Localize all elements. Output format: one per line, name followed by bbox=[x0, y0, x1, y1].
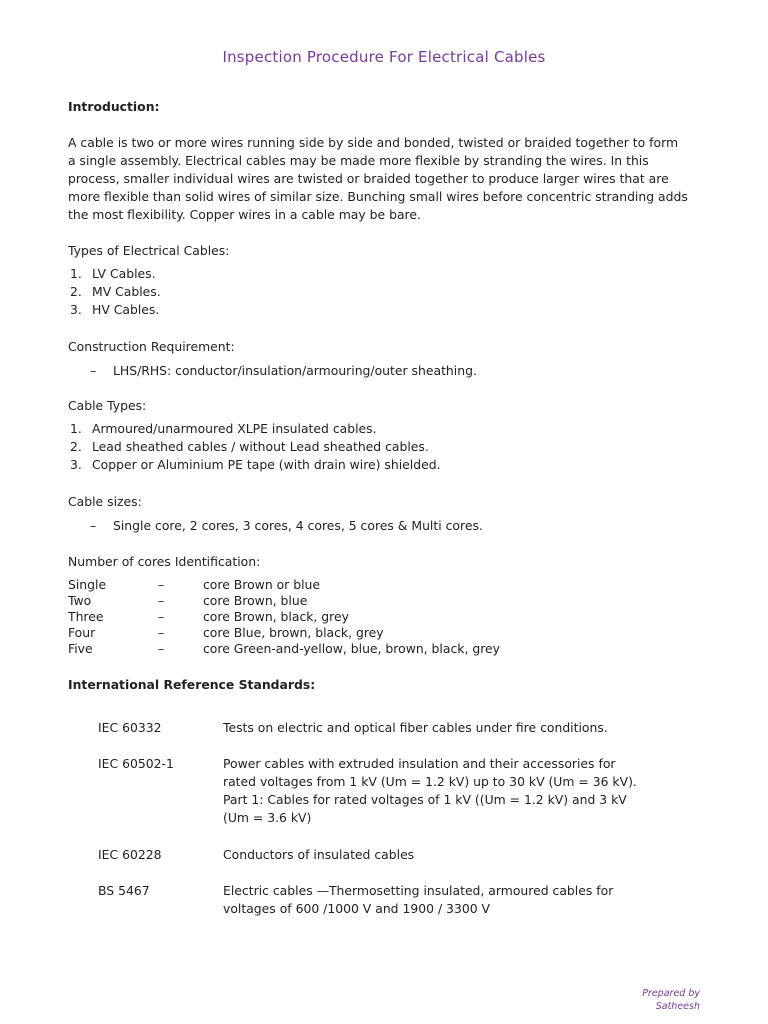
core-count: Single bbox=[68, 577, 107, 592]
intro-line: the most flexibility. Copper wires in a cable may be bare. bbox=[68, 207, 421, 222]
standard-code: IEC 60228 bbox=[98, 847, 162, 862]
core-colors: core Green-and-yellow, blue, brown, black, grey bbox=[203, 641, 500, 656]
core-count: Two bbox=[68, 593, 92, 608]
cores-row bbox=[68, 641, 708, 657]
list-item bbox=[68, 456, 708, 474]
core-dash: – bbox=[158, 593, 165, 608]
construction-text: LHS/RHS: conductor/insulation/armouring/outer sheathing. bbox=[113, 363, 477, 378]
list-text: HV Cables. bbox=[92, 302, 160, 317]
list-text: Armoured/unarmoured XLPE insulated cables. bbox=[92, 421, 377, 436]
list-number: 3. bbox=[70, 302, 82, 317]
standard-line: rated voltages from 1 kV (Um = 1.2 kV) up to 30 kV (Um = 36 kV). bbox=[223, 774, 637, 789]
list-text: MV Cables. bbox=[92, 284, 161, 299]
list-number: 1. bbox=[70, 266, 82, 281]
core-dash: – bbox=[158, 609, 165, 624]
sizes-item bbox=[68, 517, 708, 535]
standard-code: BS 5467 bbox=[98, 883, 150, 898]
list-item bbox=[68, 265, 708, 283]
core-dash: – bbox=[158, 577, 165, 592]
intro-line: more flexible than solid wires of similar size. Bunching small wires before concentric stranding adds bbox=[68, 189, 688, 204]
types-list bbox=[68, 265, 708, 319]
core-colors: core Brown, black, grey bbox=[203, 609, 349, 624]
construction-item bbox=[68, 362, 708, 380]
core-count: Five bbox=[68, 641, 93, 656]
core-count: Three bbox=[68, 609, 104, 624]
types-heading: Types of Electrical Cables: bbox=[68, 243, 230, 258]
core-dash: – bbox=[158, 625, 165, 640]
standard-description bbox=[223, 755, 678, 827]
cores-table bbox=[68, 577, 708, 657]
list-number: 2. bbox=[70, 284, 82, 299]
list-item bbox=[68, 438, 708, 456]
core-colors: core Blue, brown, black, grey bbox=[203, 625, 384, 640]
list-number: 2. bbox=[70, 439, 82, 454]
standard-row bbox=[98, 882, 678, 918]
core-colors: core Brown, blue bbox=[203, 593, 308, 608]
intro-heading: Introduction: bbox=[68, 99, 160, 114]
prepared-by-author: Satheesh bbox=[655, 1001, 700, 1012]
standard-row bbox=[98, 719, 678, 737]
standard-line: Power cables with extruded insulation and their accessories for bbox=[223, 756, 616, 771]
cores-row bbox=[68, 593, 708, 609]
standard-code: IEC 60332 bbox=[98, 720, 162, 735]
core-colors: core Brown or blue bbox=[203, 577, 321, 592]
cores-row bbox=[68, 625, 708, 641]
standard-code: IEC 60502-1 bbox=[98, 756, 174, 771]
intro-line: a single assembly. Electrical cables may be made more flexible by stranding the wires. In this bbox=[68, 153, 649, 168]
bullet-dash: – bbox=[90, 518, 97, 533]
standard-line: Electric cables —Thermosetting insulated, armoured cables for bbox=[223, 883, 614, 898]
standard-line: (Um = 3.6 kV) bbox=[223, 810, 312, 825]
list-text: Lead sheathed cables / without Lead sheathed cables. bbox=[92, 439, 429, 454]
core-dash: – bbox=[158, 641, 165, 656]
standard-row bbox=[98, 846, 678, 864]
prepared-by-label: Prepared by bbox=[642, 988, 700, 999]
cores-row bbox=[68, 609, 708, 625]
standards-heading: International Reference Standards: bbox=[68, 677, 316, 692]
standard-line: Tests on electric and optical fiber cables under fire conditions. bbox=[223, 720, 608, 735]
sizes-text: Single core, 2 cores, 3 cores, 4 cores, 5 cores & Multi cores. bbox=[113, 518, 483, 533]
cores-heading: Number of cores Identification: bbox=[68, 554, 261, 569]
standard-description bbox=[223, 882, 678, 918]
standard-description bbox=[223, 846, 678, 864]
list-text: LV Cables. bbox=[92, 266, 156, 281]
document-title: Inspection Procedure For Electrical Cables bbox=[222, 48, 546, 66]
standard-row bbox=[98, 755, 678, 827]
intro-line: process, smaller individual wires are twisted or braided together to produce larger wires that are bbox=[68, 171, 669, 186]
intro-paragraph bbox=[68, 134, 708, 224]
standard-description bbox=[223, 719, 678, 737]
cores-row bbox=[68, 577, 708, 593]
list-item bbox=[68, 420, 708, 438]
list-text: Copper or Aluminium PE tape (with drain wire) shielded. bbox=[92, 457, 441, 472]
list-item bbox=[68, 301, 708, 319]
standard-line: Conductors of insulated cables bbox=[223, 847, 415, 862]
list-number: 1. bbox=[70, 421, 82, 436]
cable-types-list bbox=[68, 420, 708, 474]
list-number: 3. bbox=[70, 457, 82, 472]
standard-line: Part 1: Cables for rated voltages of 1 kV ((Um = 1.2 kV) and 3 kV bbox=[223, 792, 627, 807]
standard-line: voltages of 600 /1000 V and 1900 / 3300 V bbox=[223, 901, 491, 916]
list-item bbox=[68, 283, 708, 301]
bullet-dash: – bbox=[90, 363, 97, 378]
construction-heading: Construction Requirement: bbox=[68, 339, 235, 354]
sizes-heading: Cable sizes: bbox=[68, 494, 142, 509]
core-count: Four bbox=[68, 625, 96, 640]
intro-line: A cable is two or more wires running side by side and bonded, twisted or braided together to form bbox=[68, 135, 679, 150]
cable-types-heading: Cable Types: bbox=[68, 398, 147, 413]
